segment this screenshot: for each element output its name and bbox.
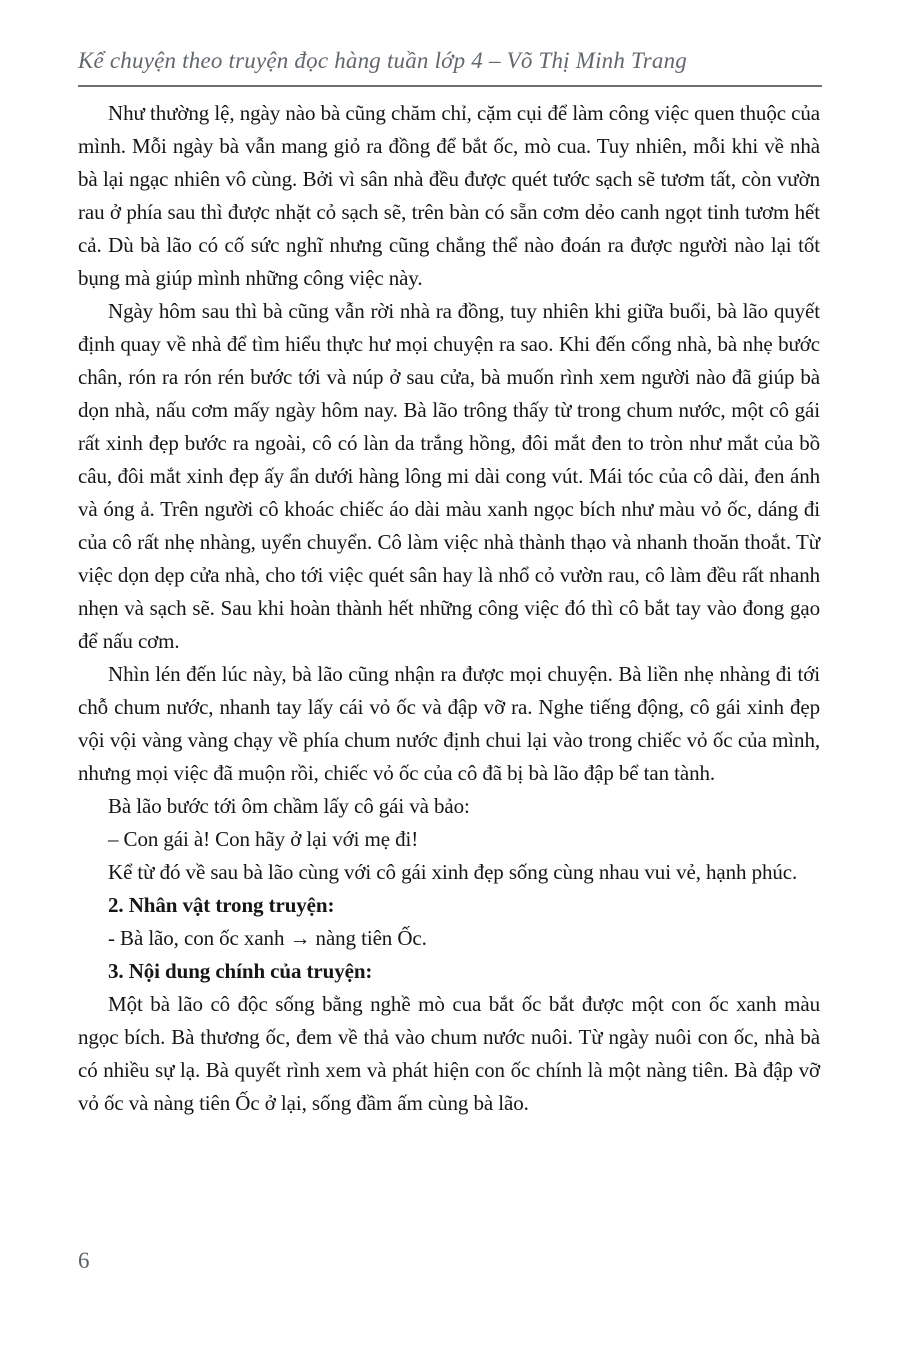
dialogue-line: – Con gái à! Con hãy ở lại với mẹ đi! [108, 827, 419, 851]
section-heading-content: 3. Nội dung chính của truyện: [108, 959, 373, 983]
summary-paragraph: Một bà lão cô độc sống bằng nghề mò cua bắt ốc bắt được một con ốc xanh màu ngọc bích. Bà thương ốc, đem về thả vào chum nước nuôi. Từ ngày nuôi con ốc, nhà bà có nhiều sự lạ. Bà quyết rình xem và phát hiện con ốc chính là một nàng tiên. Bà đập vỡ vỏ ốc và nàng tiên Ốc ở lại, sống đầm ấm cùng bà lão. [78, 992, 820, 1115]
running-header [78, 46, 822, 76]
story-paragraph: Như thường lệ, ngày nào bà cũng chăm chỉ, cặm cụi để làm công việc quen thuộc của mình. Mỗi ngày bà vẫn mang giỏ ra đồng để bắt ốc, mò cua. Tuy nhiên, mỗi khi về nhà bà lại ngạc nhiên vô cùng. Bởi vì sân nhà đều được quét tước sạch sẽ tươm tất, còn vườn rau ở phía sau thì được nhặt cỏ sạch sẽ, trên bàn có sẵn cơm dẻo canh ngọt tinh tươm hết cả. Dù bà lão có cố sức nghĩ nhưng cũng chẳng thể nào đoán ra được người nào lại tốt bụng mà giúp mình những công việc này. [78, 101, 820, 290]
story-paragraph: Nhìn lén đến lúc này, bà lão cũng nhận ra được mọi chuyện. Bà liền nhẹ nhàng đi tới chỗ chum nước, nhanh tay lấy cái vỏ ốc và đập vỡ ra. Nghe tiếng động, cô gái xinh đẹp vội vội vàng vàng chạy về phía chum nước định chui lại vào trong chiếc vỏ ốc của mình, nhưng mọi việc đã muộn rồi, chiếc vỏ ốc của cô đã bị bà lão đập bể tan tành. [78, 662, 820, 785]
story-paragraph: Ngày hôm sau thì bà cũng vẫn rời nhà ra đồng, tuy nhiên khi giữa buổi, bà lão quyết định quay về nhà để tìm hiểu thực hư mọi chuyện ra sao. Khi đến cổng nhà, bà nhẹ bước chân, rón ra rón rén bước tới và núp ở sau cửa, bà muốn rình xem người nào đã giúp bà dọn nhà, nấu cơm mấy ngày hôm nay. Bà lão trông thấy từ trong chum nước, một cô gái rất xinh đẹp bước ra ngoài, cô có làn da trắng hồng, đôi mắt đen to tròn như mắt của bồ câu, đôi mắt xinh đẹp ấy ẩn dưới hàng lông mi dài cong vút. Mái tóc của cô dài, đen ánh và óng ả. Trên người cô khoác chiếc áo dài màu xanh ngọc bích như màu vỏ ốc, dáng đi của cô rất nhẹ nhàng, uyển chuyển. Cô làm việc nhà thành thạo và nhanh thoăn thoắt. Từ việc dọn dẹp cửa nhà, cho tới việc quét sân hay là nhổ cỏ vườn rau, cô làm đều rất nhanh nhẹn và sạch sẽ. Sau khi hoàn thành hết những công việc đó thì cô bắt tay vào đong gạo để nấu cơm. [78, 299, 820, 653]
closing-story-paragraph: Kể từ đó về sau bà lão cùng với cô gái xinh đẹp sống cùng nhau vui vẻ, hạnh phúc. [108, 860, 798, 884]
story-body [78, 97, 820, 1120]
page-number: 6 [78, 1248, 90, 1273]
section-heading-characters: 2. Nhân vật trong truyện: [108, 893, 335, 917]
running-title: Kể chuyện theo truyện đọc hàng tuần lớp 4 – Võ Thị Minh Trang [78, 48, 687, 73]
narration-line: Bà lão bước tới ôm chầm lấy cô gái và bảo: [108, 794, 470, 818]
characters-list-item: - Bà lão, con ốc xanh → nàng tiên Ốc. [108, 926, 427, 950]
header-rule [78, 85, 822, 87]
